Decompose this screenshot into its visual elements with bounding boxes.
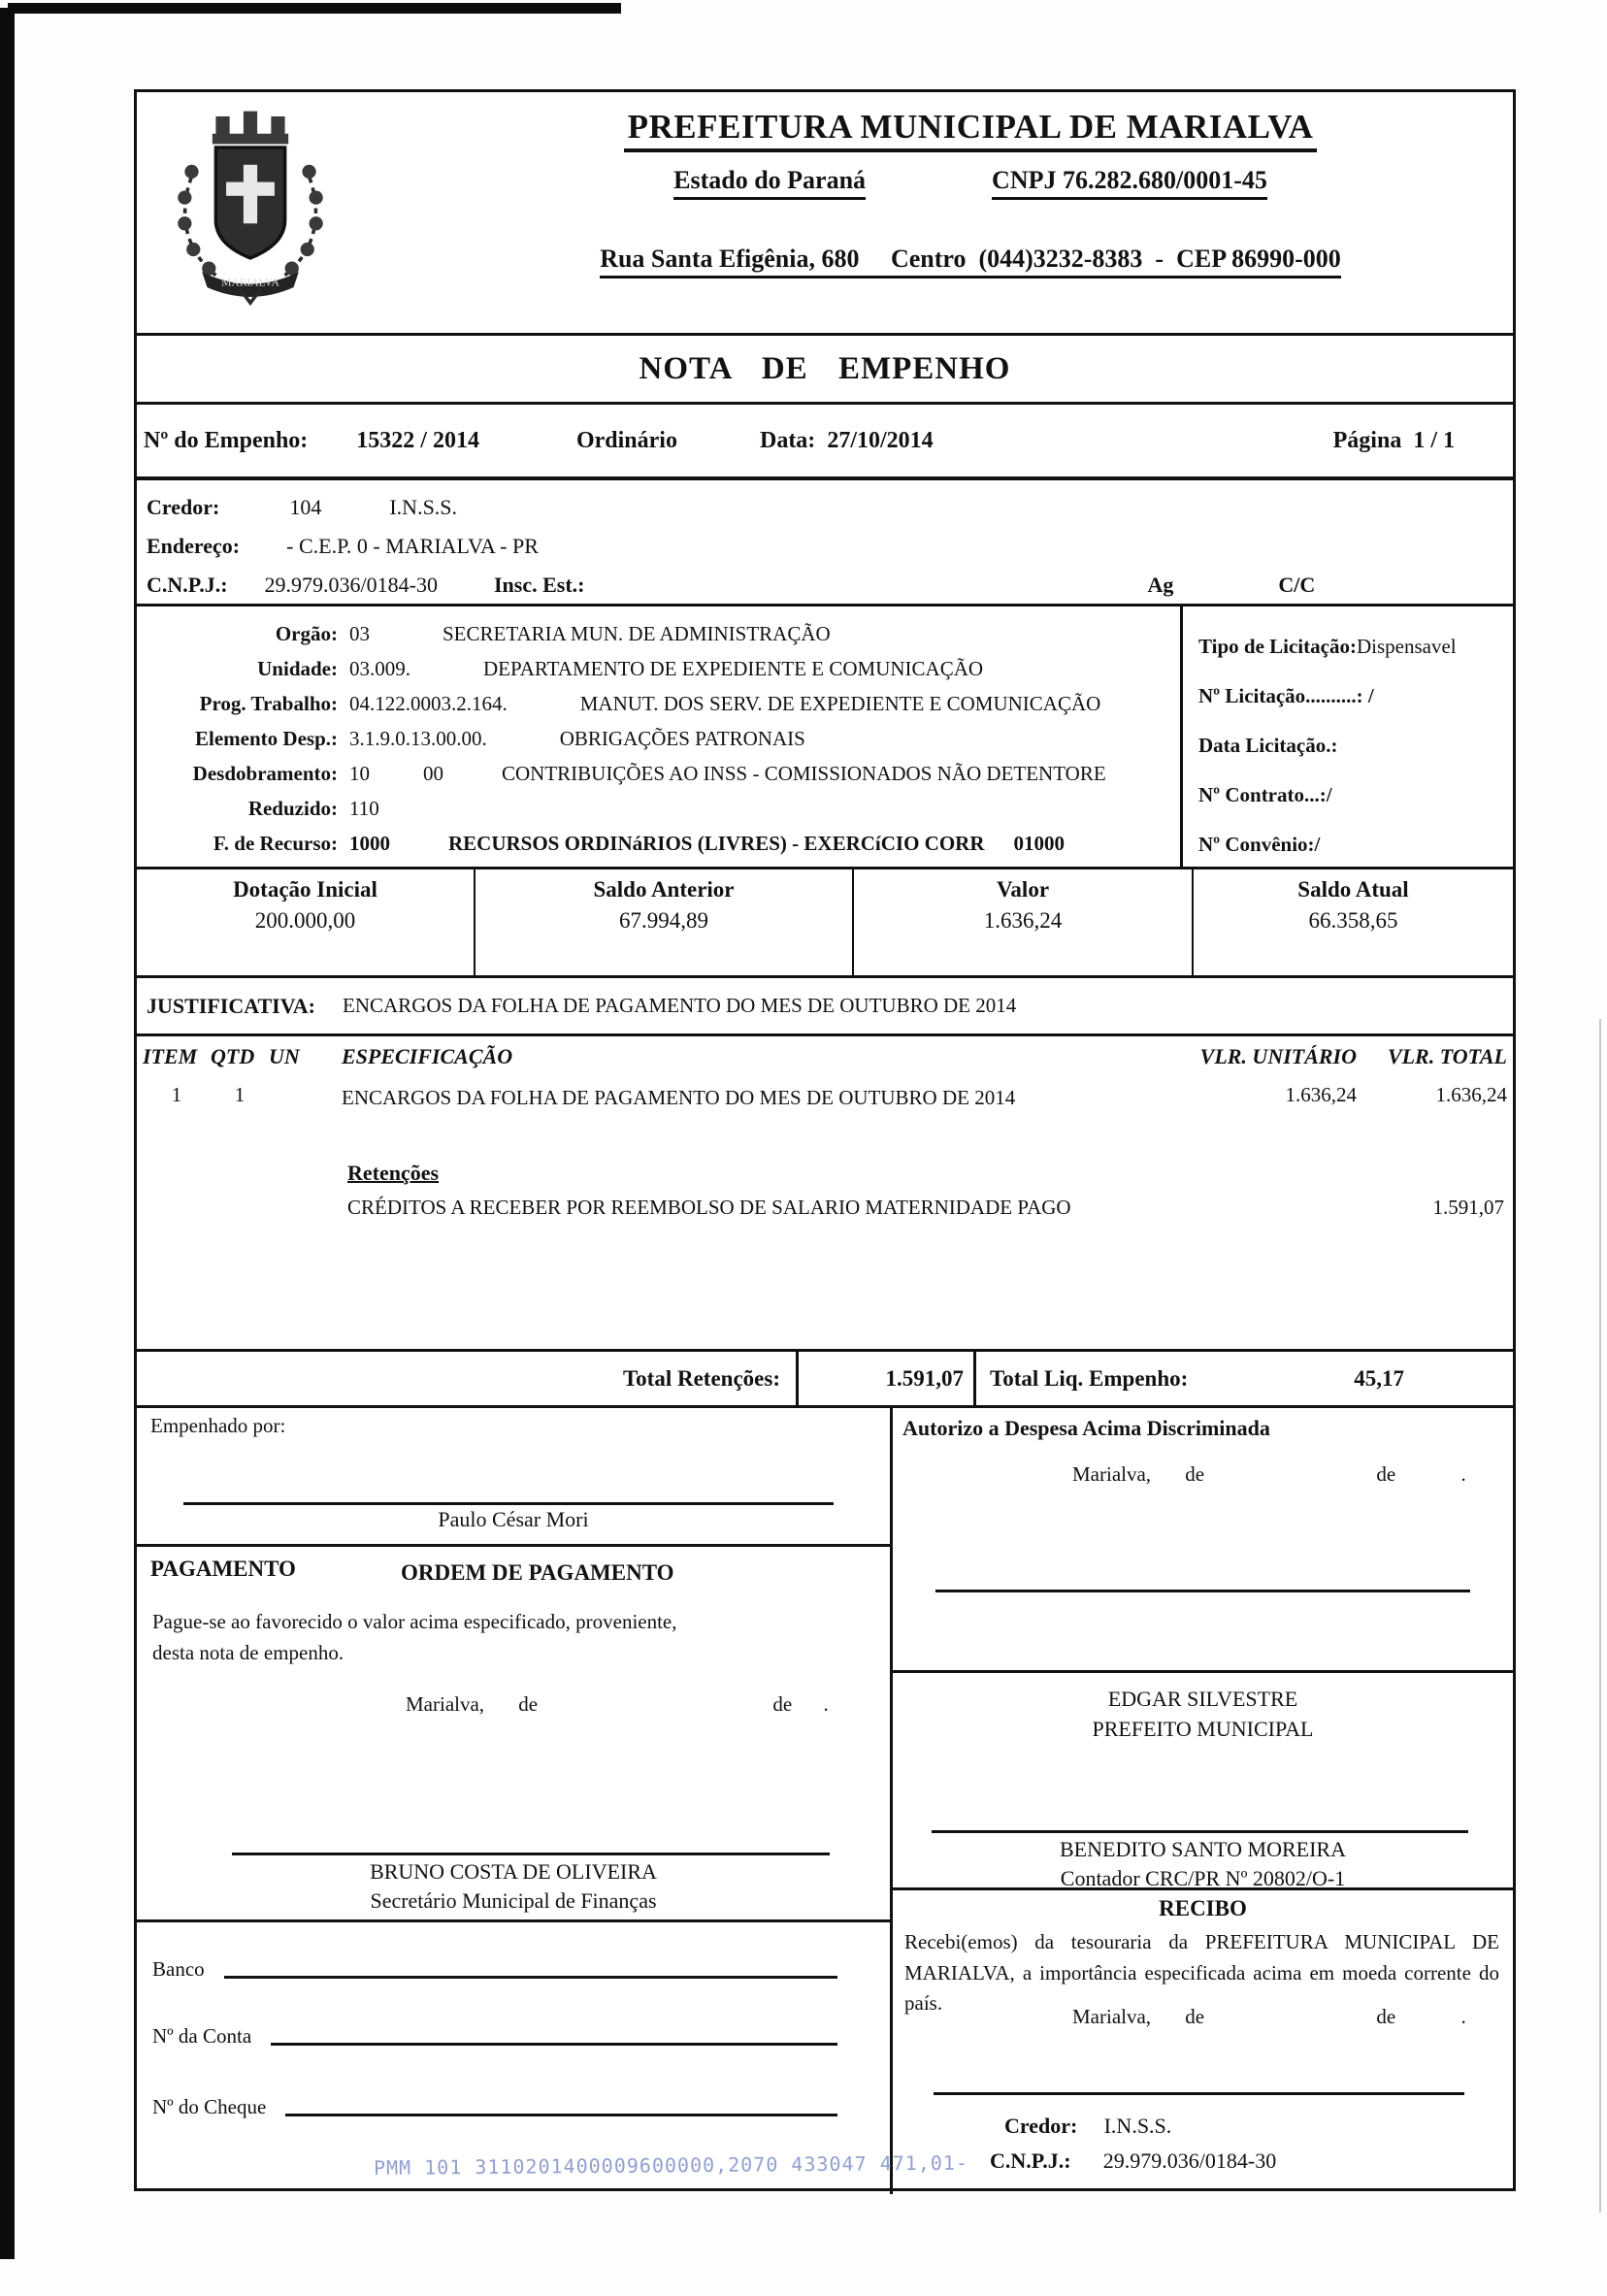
items-section xyxy=(137,1036,1513,1352)
saldo-anterior-value: 67.994,89 xyxy=(619,908,708,933)
of-label: de xyxy=(1185,1462,1205,1486)
signature-line xyxy=(183,1502,834,1505)
bank-validation-stamp: PMM 101 3110201400009600000,2070 433047 471,01- xyxy=(373,2150,969,2180)
finance-secretary-signature xyxy=(137,1857,890,1915)
signature-line xyxy=(932,1830,1468,1833)
left-signature-column xyxy=(137,1408,893,2194)
empenho-type: Ordinário xyxy=(575,427,677,453)
items-table-header xyxy=(137,1036,1513,1069)
justification-row xyxy=(137,978,1513,1036)
payment-order-title: ORDEM DE PAGAMENTO xyxy=(401,1560,674,1585)
agency-label: Ag xyxy=(1147,573,1174,597)
saldo-anterior-header: Saldo Anterior xyxy=(593,877,735,902)
signature-line xyxy=(232,1853,830,1855)
fonte-recurso-description: RECURSOS ORDINáRIOS (LIVRES) - EXERCíCIO CORR xyxy=(448,832,985,855)
total-withholdings-label: Total Retenções: xyxy=(137,1352,799,1405)
orgao-description: SECRETARIA MUN. DE ADMINISTRAÇÃO xyxy=(443,622,831,645)
col-vlr-total: VLR. TOTAL xyxy=(1387,1044,1507,1068)
of-label: de xyxy=(1376,2005,1396,2028)
document-header xyxy=(137,92,1513,333)
unidade-description: DEPARTAMENTO DE EXPEDIENTE E COMUNICAÇÃO xyxy=(483,657,984,680)
empenho-number-label: Nº do Empenho: xyxy=(144,427,309,453)
of-label: de xyxy=(518,1692,539,1716)
justification-text: ENCARGOS DA FOLHA DE PAGAMENTO DO MES DE OUTUBRO DE 2014 xyxy=(343,994,1017,1017)
desdobramento-row xyxy=(137,756,1180,791)
receipt-creditor-row xyxy=(893,2114,1513,2139)
dotacao-inicial-cell xyxy=(137,869,476,975)
finance-secretary-title: Secretário Municipal de Finanças xyxy=(370,1887,657,1913)
col-especificacao: ESPECIFICAÇÃO xyxy=(342,1044,513,1068)
col-item: ITEM xyxy=(143,1044,198,1068)
city-date-line xyxy=(137,1692,890,1717)
orgao-label: Orgão: xyxy=(275,622,338,645)
city-label: Marialva, xyxy=(1072,1462,1152,1486)
item-unit xyxy=(269,1083,342,1112)
item-unit-value: 1.636,24 xyxy=(1285,1083,1357,1106)
receipt-cnpj-label: C.N.P.J.: xyxy=(990,2148,1071,2173)
prog-trabalho-description: MANUT. DOS SERV. DE EXPEDIENTE E COMUNICAÇÃO xyxy=(579,692,1101,715)
scan-edge-artifact-right xyxy=(1599,1019,1601,2213)
elemento-desp-code: 3.1.9.0.13.00.00. xyxy=(349,727,487,750)
scan-edge-artifact-left xyxy=(0,8,15,2259)
withholding-row xyxy=(347,1196,1504,1220)
receipt-creditor-value: I.N.S.S. xyxy=(1103,2114,1172,2138)
bidding-type-row xyxy=(1198,622,1513,672)
item-total-value: 1.636,24 xyxy=(1435,1083,1507,1106)
bidding-type-label: Tipo de Licitação: xyxy=(1198,635,1357,658)
creditor-section xyxy=(137,480,1513,607)
empenho-number-value: 15322 / 2014 xyxy=(356,427,479,453)
creditor-code: 104 xyxy=(289,495,322,519)
right-signature-column xyxy=(893,1408,1513,2194)
of-label: de xyxy=(1376,1462,1396,1486)
period-mark: . xyxy=(1460,1462,1466,1486)
svg-text:MARIALVA: MARIALVA xyxy=(221,276,279,289)
empenho-number-row xyxy=(137,405,1513,480)
signature-line xyxy=(934,2092,1464,2095)
page-value: 1 / 1 xyxy=(1413,427,1455,453)
account-number-label: Nº da Conta xyxy=(152,2024,252,2048)
bank-fill-line xyxy=(224,1976,837,1979)
prog-trabalho-row xyxy=(137,686,1180,721)
address-label: Endereço: xyxy=(147,534,241,558)
mayor-signature xyxy=(893,1673,1513,1745)
fonte-recurso-extra-code: 01000 xyxy=(1013,832,1065,855)
receipt-cnpj-value: 29.979.036/0184-30 xyxy=(1102,2148,1277,2173)
withholdings-title: Retenções xyxy=(347,1161,440,1186)
city-label: Marialva, xyxy=(1072,2005,1152,2028)
bidding-info-panel xyxy=(1180,607,1513,867)
expense-authorization-box xyxy=(893,1408,1513,1670)
account-number-row xyxy=(152,2024,837,2049)
saldo-atual-header: Saldo Atual xyxy=(1297,877,1409,902)
prog-trabalho-label: Prog. Trabalho: xyxy=(199,692,338,715)
orgao-row xyxy=(137,616,1180,651)
finance-secretary-name: BRUNO COSTA DE OLIVEIRA xyxy=(370,1859,657,1884)
cnpj-label: C.N.P.J.: xyxy=(147,573,228,597)
receipt-creditor-label: Credor: xyxy=(1004,2114,1078,2138)
mayor-accountant-box xyxy=(893,1670,1513,1890)
page-indicator xyxy=(1333,428,1455,454)
date-value: 27/10/2014 xyxy=(827,427,934,453)
fonte-recurso-row xyxy=(137,826,1180,861)
withholding-description: CRÉDITOS A RECEBER POR REEMBOLSO DE SALARIO MATERNIDADE PAGO xyxy=(347,1196,1071,1220)
address-value: - C.E.P. 0 - MARIALVA - PR xyxy=(286,534,539,558)
unidade-code: 03.009. xyxy=(349,657,410,680)
org-address: Rua Santa Efigênia, 680 Centro (044)3232-8383 - CEP 86990-000 xyxy=(600,245,1341,279)
state-label: Estado do Paraná xyxy=(673,166,866,200)
item-description: ENCARGOS DA FOLHA DE PAGAMENTO DO MES DE OUTUBRO DE 2014 xyxy=(342,1086,1016,1109)
period-mark: . xyxy=(823,1692,829,1716)
payment-title: PAGAMENTO xyxy=(150,1557,296,1581)
of-label: de xyxy=(772,1692,793,1716)
budget-classification-section xyxy=(137,607,1513,869)
state-registration-label: Insc. Est.: xyxy=(493,573,585,597)
unidade-row xyxy=(137,651,1180,686)
nota-de-empenho-form xyxy=(134,89,1516,2191)
desdobramento-label: Desdobramento: xyxy=(192,762,338,785)
scan-edge-artifact-top xyxy=(8,3,621,14)
saldo-anterior-cell xyxy=(476,869,854,975)
municipal-coat-of-arms-logo xyxy=(164,102,337,311)
accountant-title: Contador CRC/PR Nº 20802/O-1 xyxy=(1060,1865,1346,1890)
authorization-title: Autorizo a Despesa Acima Discriminada xyxy=(902,1416,1270,1440)
valor-cell xyxy=(854,869,1194,975)
desdobramento-code2: 00 xyxy=(423,762,443,785)
col-vlr-unitario: VLR. UNITÁRIO xyxy=(1199,1044,1357,1068)
elemento-desp-label: Elemento Desp.: xyxy=(195,727,338,750)
total-withholdings-value: 1.591,07 xyxy=(799,1352,976,1405)
committed-by-label: Empenhado por: xyxy=(150,1414,286,1437)
orgao-code: 03 xyxy=(349,622,370,645)
col-un: UN xyxy=(269,1044,300,1068)
of-label: de xyxy=(1185,2005,1205,2028)
reduzido-label: Reduzido: xyxy=(247,797,338,820)
unidade-label: Unidade: xyxy=(257,657,338,680)
signatures-area xyxy=(137,1408,1513,2194)
accountant-name: BENEDITO SANTO MOREIRA xyxy=(1060,1837,1346,1861)
bidding-type-value: Dispensavel xyxy=(1356,635,1457,658)
receipt-box xyxy=(893,1887,1513,2194)
withholdings-block xyxy=(347,1161,1513,1220)
saldo-atual-cell xyxy=(1194,869,1513,975)
document-title: NOTA DE EMPENHO xyxy=(137,333,1513,405)
city-date-line xyxy=(893,2005,1513,2029)
elemento-desp-description: OBRIGAÇÕES PATRONAIS xyxy=(559,727,805,750)
city-label: Marialva, xyxy=(406,1692,485,1716)
page-label: Página xyxy=(1332,427,1402,453)
account-fill-line xyxy=(271,2043,837,2046)
receipt-title: RECIBO xyxy=(1159,1896,1247,1920)
mayor-title: PREFEITO MUNICIPAL xyxy=(1092,1716,1314,1741)
item-qty: 1 xyxy=(234,1083,246,1106)
col-qtd: QTD xyxy=(211,1044,255,1068)
mayor-name: EDGAR SILVESTRE xyxy=(1107,1687,1298,1711)
prog-trabalho-code: 04.122.0003.2.164. xyxy=(349,692,508,715)
cheque-fill-line xyxy=(285,2114,837,2116)
desdobramento-code: 10 xyxy=(349,762,370,785)
organization-name: PREFEITURA MUNICIPAL DE MARIALVA xyxy=(624,108,1318,152)
bidding-number-row: Nº Licitação..........: / xyxy=(1198,684,1374,707)
totals-row xyxy=(137,1352,1513,1408)
period-mark: . xyxy=(1460,2005,1466,2028)
accountant-signature xyxy=(893,1835,1513,1892)
receipt-text: Recebi(emos) da tesouraria da PREFEITURA MUNICIPAL DE MARIALVA, a importância especificada acima em moeda corrente do país. xyxy=(904,1930,1499,2015)
dotacao-inicial-value: 200.000,00 xyxy=(254,908,356,933)
fonte-recurso-label: F. de Recurso: xyxy=(213,832,338,855)
reduzido-code: 110 xyxy=(349,797,379,820)
bank-row xyxy=(152,1957,837,1982)
allocation-table xyxy=(137,869,1513,978)
desdobramento-description: CONTRIBUIÇÕES AO INSS - COMISSIONADOS NÃO DETENTORE xyxy=(502,762,1106,785)
dotacao-inicial-header: Dotação Inicial xyxy=(233,877,377,902)
committed-by-box xyxy=(137,1408,890,1544)
payment-order-box xyxy=(137,1544,890,1919)
elemento-desp-row xyxy=(137,721,1180,756)
total-liquid-label: Total Liq. Empenho: xyxy=(990,1365,1189,1391)
contract-number-row: Nº Contrato...:/ xyxy=(1198,783,1332,806)
cheque-number-row xyxy=(152,2095,837,2119)
account-label: C/C xyxy=(1278,573,1316,597)
header-text-block xyxy=(428,92,1513,274)
signature-line xyxy=(935,1590,1470,1592)
fonte-recurso-code: 1000 xyxy=(349,832,390,855)
budget-rows xyxy=(137,607,1180,867)
committed-by-name: Paulo César Mori xyxy=(438,1507,589,1531)
total-liquid-value: 45,17 xyxy=(1354,1365,1404,1391)
cheque-number-label: Nº do Cheque xyxy=(152,2095,267,2118)
agreement-number-row: Nº Convênio:/ xyxy=(1198,833,1321,856)
date-label: Data: xyxy=(759,427,816,453)
justification-label: JUSTIFICATIVA: xyxy=(147,993,316,1018)
item-number: 1 xyxy=(171,1083,182,1106)
creditor-label: Credor: xyxy=(147,495,220,519)
city-date-line xyxy=(893,1462,1513,1487)
reduzido-row xyxy=(137,791,1180,826)
org-cnpj: CNPJ 76.282.680/0001-45 xyxy=(992,166,1267,200)
payment-order-text: Pague-se ao favorecido o valor acima especificado, proveniente, desta nota de empenho. xyxy=(152,1610,677,1664)
bidding-date-row: Data Licitação.: xyxy=(1198,734,1338,757)
total-liquid-cell xyxy=(976,1352,1513,1405)
creditor-name: I.N.S.S. xyxy=(389,495,458,519)
valor-value: 1.636,24 xyxy=(983,908,1063,933)
saldo-atual-value: 66.358,65 xyxy=(1308,908,1398,933)
bank-label: Banco xyxy=(152,1957,205,1981)
withholding-value: 1.591,07 xyxy=(1432,1196,1504,1220)
cnpj-value: 29.979.036/0184-30 xyxy=(264,573,438,597)
valor-header: Valor xyxy=(996,877,1050,902)
item-row xyxy=(137,1083,1513,1112)
